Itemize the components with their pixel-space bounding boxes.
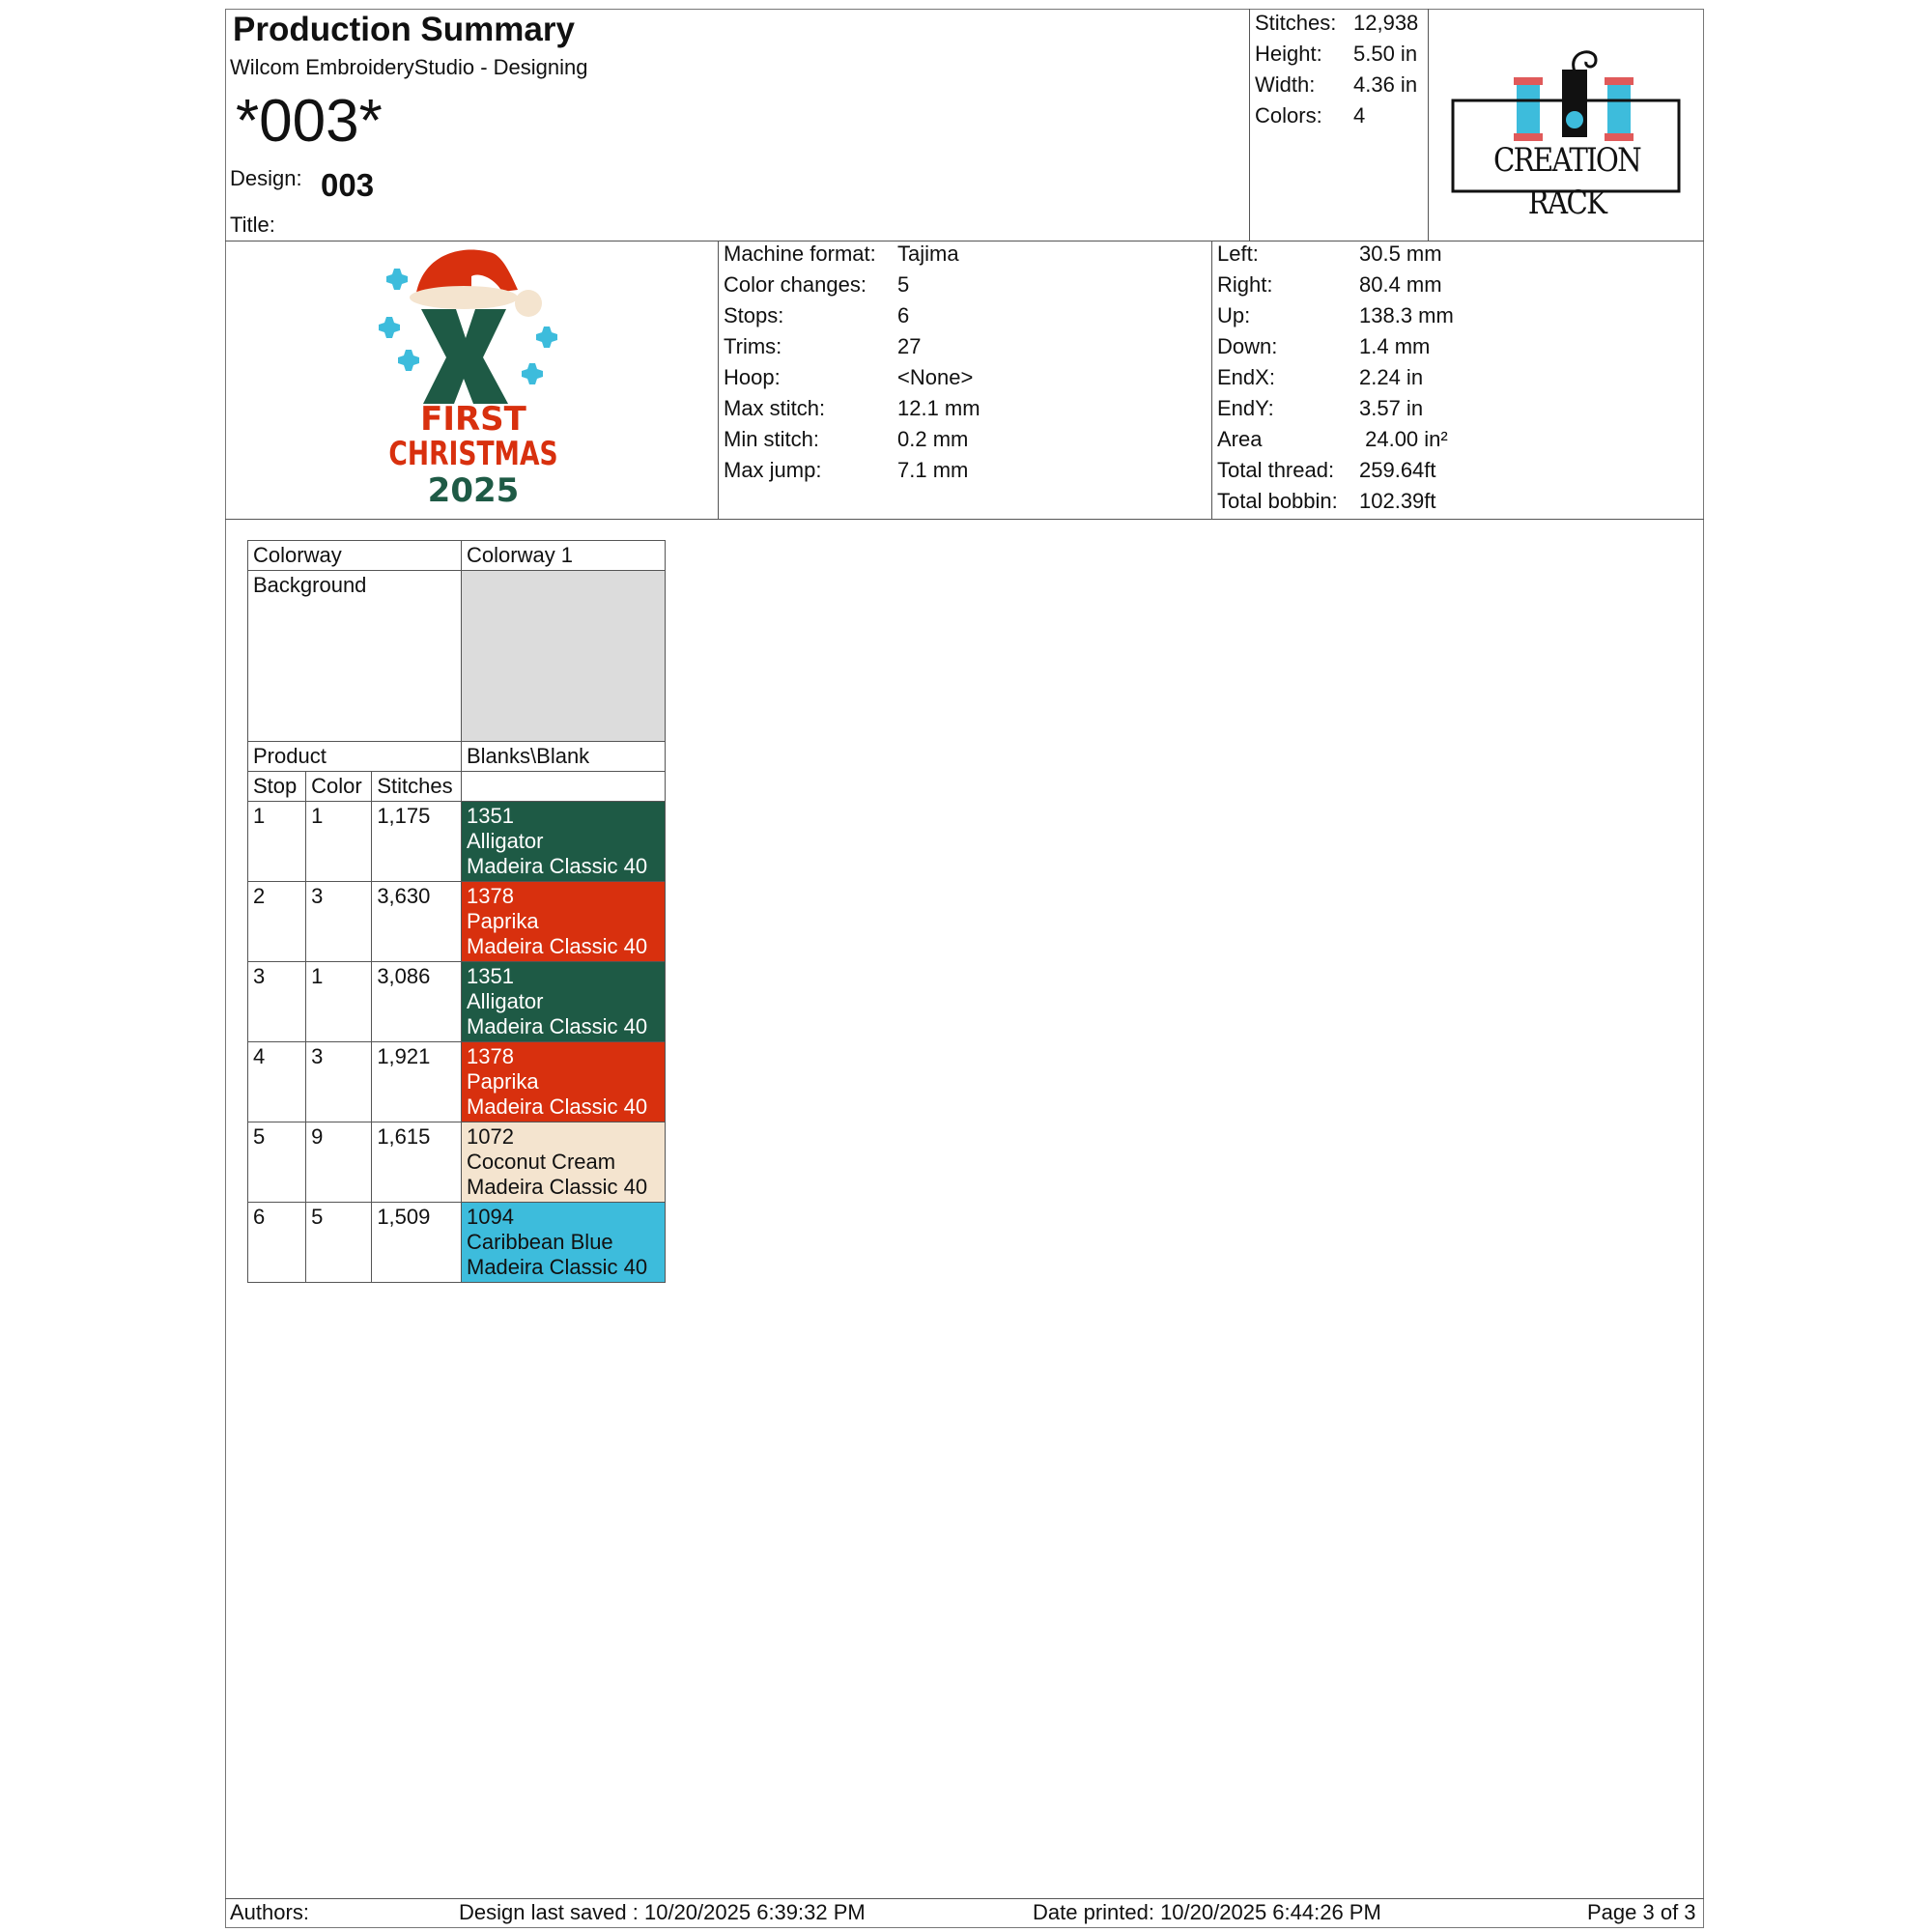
dimension-row: Area 24.00 in² [1217,427,1448,451]
color-number: 1 [306,962,372,1042]
machine-row: Color changes: 5 [724,272,910,297]
stop-row [248,1042,666,1122]
thread-swatch [462,1042,666,1122]
stitch-count: 3,086 [372,962,462,1042]
design-label: Design: [230,166,302,190]
stitch-count: 1,615 [372,1122,462,1203]
product-row [248,742,666,772]
colorway-value: Colorway 1 [462,541,666,571]
thread-swatch [462,882,666,962]
divider [1428,9,1429,241]
stop-row [248,1203,666,1283]
thread-code: 1351 [467,964,514,988]
stitch-count: 1,921 [372,1042,462,1122]
design-big-name: *003* [236,88,383,155]
header-color: Color [306,772,372,802]
divider [1211,241,1212,519]
stop-row [248,1122,666,1203]
creation-rack-logo [1451,39,1683,222]
stop-row [248,962,666,1042]
machine-info [724,239,980,486]
thread-code: 1378 [467,1044,514,1068]
thread-swatch [462,962,666,1042]
thread-thread: Madeira Classic 40 [467,854,648,878]
colorway-row [248,541,666,571]
footer-last-saved: Design last saved : 10/20/2025 6:39:32 PM [459,1900,866,1924]
stitch-count: 3,630 [372,882,462,962]
machine-row: Min stitch: 0.2 mm [724,427,969,451]
product-label: Product [248,742,462,772]
colorway-label: Colorway [248,541,462,571]
preview-line-first: FIRST [420,400,526,439]
machine-row: Stops: 6 [724,303,910,327]
divider [1249,9,1250,241]
color-number: 3 [306,1042,372,1122]
report-title: Production Summary [233,11,575,48]
stop-row [248,802,666,882]
footer-date-printed: Date printed: 10/20/2025 6:44:26 PM [1033,1900,1381,1924]
thread-name: Alligator [467,829,544,853]
thread-thread: Madeira Classic 40 [467,1175,648,1199]
thread-code: 1378 [467,884,514,908]
stop-number: 3 [248,962,306,1042]
background-swatch [462,571,666,742]
color-number: 5 [306,1203,372,1283]
stop-number: 2 [248,882,306,962]
thread-thread: Madeira Classic 40 [467,1255,648,1279]
stop-number: 6 [248,1203,306,1283]
stop-number: 4 [248,1042,306,1122]
header-thread [462,772,666,802]
product-value: Blanks\Blank [462,742,666,772]
color-number: 3 [306,882,372,962]
background-label: Background [248,571,462,742]
thread-thread: Madeira Classic 40 [467,934,648,958]
machine-row: Machine format: Tajima [724,242,959,266]
logo-text: CREATION RACK [1492,141,1641,222]
software-subtitle: Wilcom EmbroideryStudio - Designing [230,55,588,79]
header-stitches: Stitches [372,772,462,802]
footer-page-number: Page 3 of 3 [1587,1900,1696,1924]
design-value: 003 [321,167,375,203]
footer-authors: Authors: [230,1900,309,1924]
thread-swatch [462,1203,666,1283]
dimension-row: Total thread: 259.64ft [1217,458,1436,482]
summary-row: Stitches: 12,938 [1255,11,1419,35]
thread-name: Coconut Cream [467,1150,616,1174]
machine-row: Max jump: 7.1 mm [724,458,969,482]
stop-number: 5 [248,1122,306,1203]
preview-line-year: 2025 [427,471,520,510]
thread-swatch [462,1122,666,1203]
divider [225,1898,1704,1899]
stop-rows [248,802,666,1283]
dimension-row: EndY: 3.57 in [1217,396,1424,420]
machine-row: Max stitch: 12.1 mm [724,396,980,420]
summary-row: Colors: 4 [1255,103,1366,128]
stitch-count: 1,509 [372,1203,462,1283]
thread-name: Caribbean Blue [467,1230,613,1254]
thread-code: 1072 [467,1124,514,1149]
machine-row: Trims: 27 [724,334,922,358]
dimension-row: Left: 30.5 mm [1217,242,1442,266]
thread-thread: Madeira Classic 40 [467,1014,648,1038]
thread-swatch [462,802,666,882]
machine-row: Hoop: <None> [724,365,974,389]
thread-name: Alligator [467,989,544,1013]
thread-thread: Madeira Classic 40 [467,1094,648,1119]
thread-name: Paprika [467,909,539,933]
colorway-table [247,540,666,1283]
dimension-row: Right: 80.4 mm [1217,272,1442,297]
stitch-header-row [248,772,666,802]
header-stop: Stop [248,772,306,802]
background-row [248,571,666,742]
stop-row [248,882,666,962]
summary-row: Width: 4.36 in [1255,72,1418,97]
title-label: Title: [230,213,275,237]
dimension-row: Total bobbin: 102.39ft [1217,489,1436,513]
dimension-row: EndX: 2.24 in [1217,365,1424,389]
divider [225,519,1704,520]
dimension-row: Up: 138.3 mm [1217,303,1454,327]
thread-code: 1094 [467,1205,514,1229]
thread-name: Paprika [467,1069,539,1094]
dimension-row: Down: 1.4 mm [1217,334,1431,358]
dimensions-info [1217,239,1454,517]
color-number: 9 [306,1122,372,1203]
stop-number: 1 [248,802,306,882]
stitch-count: 1,175 [372,802,462,882]
preview-line-christmas: CHRISTMAS [388,435,558,473]
summary-row: Height: 5.50 in [1255,42,1418,66]
design-preview [357,243,589,516]
summary-block [1255,8,1418,131]
divider [718,241,719,519]
thread-code: 1351 [467,804,514,828]
color-number: 1 [306,802,372,882]
